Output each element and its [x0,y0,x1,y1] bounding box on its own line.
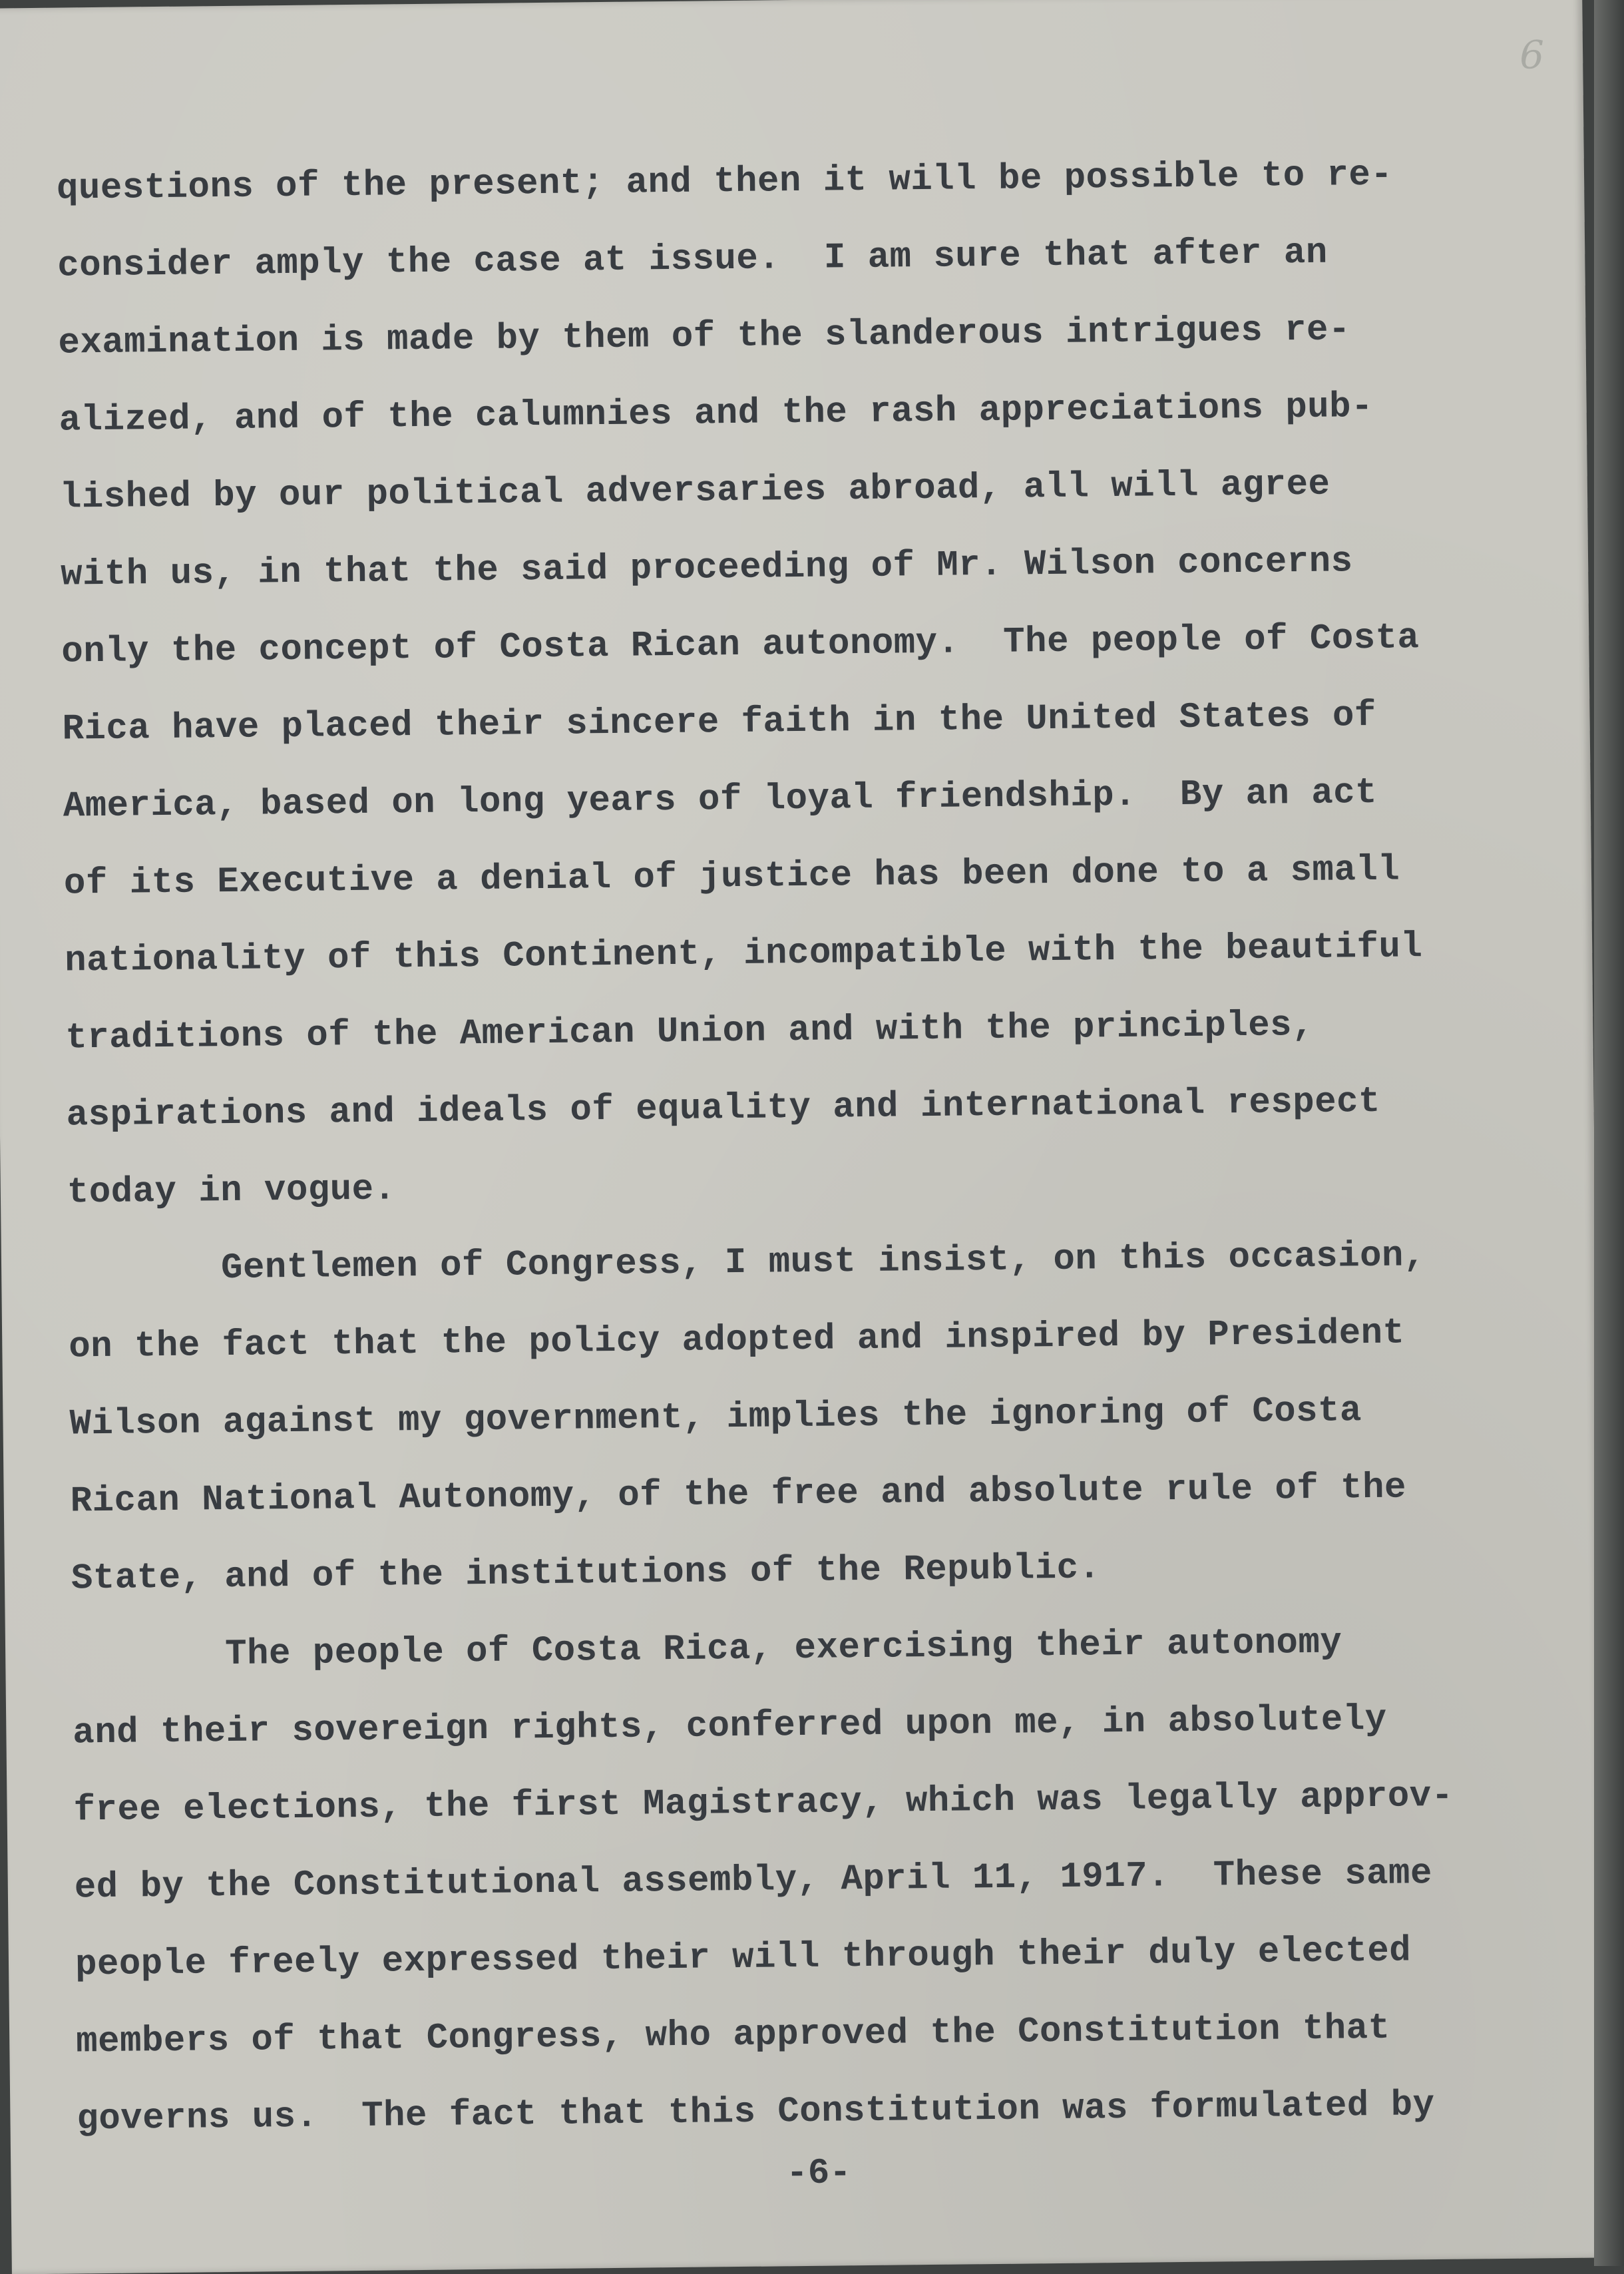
paragraph-2 [68,1217,1523,1618]
text-line: members of that Congress, who approved the Constitution that [75,2008,1390,2063]
text-line: governs us. The fact that this Constitution was formulated by [77,2085,1435,2140]
text-line: nationality of this Continent, incompatible with the beautiful [64,927,1423,982]
handwritten-page-mark: 6 [1519,32,1545,78]
paragraph-3 [72,1603,1528,2159]
paragraph-1 [57,136,1519,1232]
text-line: State, and of the institutions of the Republic. [71,1548,1101,1600]
text-line: examination is made by them of the slanderous intrigues re- [58,310,1351,364]
text-line: aspirations and ideals of equality and international respect [66,1081,1381,1136]
text-line: traditions of the American Union and with the principles, [65,1005,1315,1059]
text-line: questions of the present; and then it will be possible to re- [56,154,1393,210]
text-line: Rica have placed their sincere faith in the United States of [62,695,1377,750]
text-line: Gentlemen of Congress, I must insist, on this occasion, [220,1236,1426,1289]
text-line: The people of Costa Rica, exercising their autonomy [224,1622,1342,1676]
text-line: lished by our political adversaries abroad, all will agree [59,464,1330,519]
text-line: free elections, the first Magistracy, which was legally approv- [73,1775,1454,1831]
body-text [57,136,1528,2159]
text-line: today in vogue. [67,1169,396,1214]
text-line: ed by the Constitutional assembly, April 11, 1917. These same [74,1853,1433,1909]
text-line: on the fact that the policy adopted and inspired by President [69,1313,1405,1368]
text-line: of its Executive a denial of justice has been done to a small [63,849,1400,905]
text-line: Wilson against my government, implies the ignoring of Costa [69,1391,1362,1445]
text-line: with us, in that the said proceeding of Mr. Wilson concerns [60,541,1353,596]
text-line: America, based on long years of loyal friendship. By an act [63,772,1378,827]
text-line: Rican National Autonomy, of the free and absolute rule of the [70,1467,1407,1522]
page-number: -6- [786,2153,851,2195]
text-line: and their sovereign rights, conferred upon me, in absolutely [73,1699,1387,1754]
text-line: alized, and of the calumnies and the rash appreciations pub- [59,386,1374,441]
text-line: people freely expressed their will through their duly elected [75,1931,1412,1986]
page-edge-shadow [1594,0,1624,2266]
text-line: consider amply the case at issue. I am sure that after an [57,232,1328,287]
text-line: only the concept of Costa Rican autonomy. The people of Costa [61,618,1420,673]
